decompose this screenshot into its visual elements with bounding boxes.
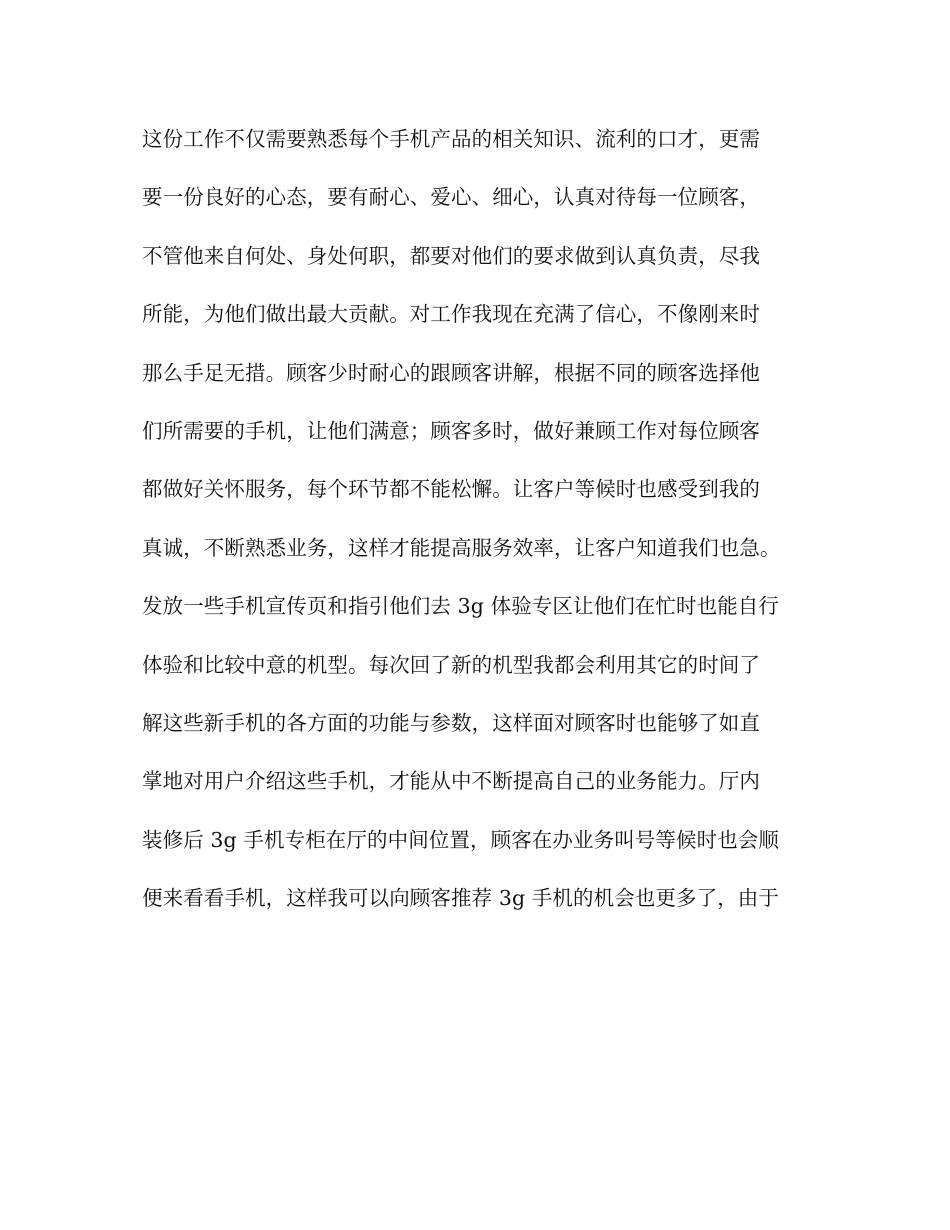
text-line: 便来看看手机，这样我可以向顾客推荐 3g 手机的机会也更多了，由于: [142, 886, 779, 911]
body-text: [142, 122, 822, 939]
text-line: 不管他来自何处、身处何职，都要对他们的要求做到认真负责，尽我: [142, 243, 760, 268]
text-line: 这份工作不仅需要熟悉每个手机产品的相关知识、流利的口才，更需: [142, 127, 760, 151]
text-line: 发放一些手机宣传页和指引他们去 3g 体验专区让他们在忙时也能自行: [142, 594, 779, 619]
text-line: 们所需要的手机，让他们满意；顾客多时，做好兼顾工作对每位顾客: [142, 418, 760, 443]
text-line: 掌地对用户介绍这些手机，才能从中不断提高自己的业务能力。厅内: [142, 769, 760, 794]
text-line: 解这些新手机的各方面的功能与参数，这样面对顾客时也能够了如直: [142, 710, 760, 735]
text-line: 要一份良好的心态，要有耐心、爱心、细心，认真对待每一位顾客，: [142, 185, 760, 210]
text-line: 都做好关怀服务，每个环节都不能松懈。让客户等候时也感受到我的: [142, 477, 760, 502]
text-line: 装修后 3g 手机专柜在厅的中间位置，顾客在办业务叫号等候时也会顺: [142, 827, 779, 852]
text-line: 所能，为他们做出最大贡献。对工作我现在充满了信心，不像刚来时: [142, 302, 760, 327]
text-line: 那么手足无措。顾客少时耐心的跟顾客讲解，根据不同的顾客选择他: [142, 360, 760, 385]
text-line: 体验和比较中意的机型。每次回了新的机型我都会利用其它的时间了: [142, 652, 760, 677]
text-line: 真诚，不断熟悉业务，这样才能提高服务效率，让客户知道我们也急。: [142, 535, 781, 560]
